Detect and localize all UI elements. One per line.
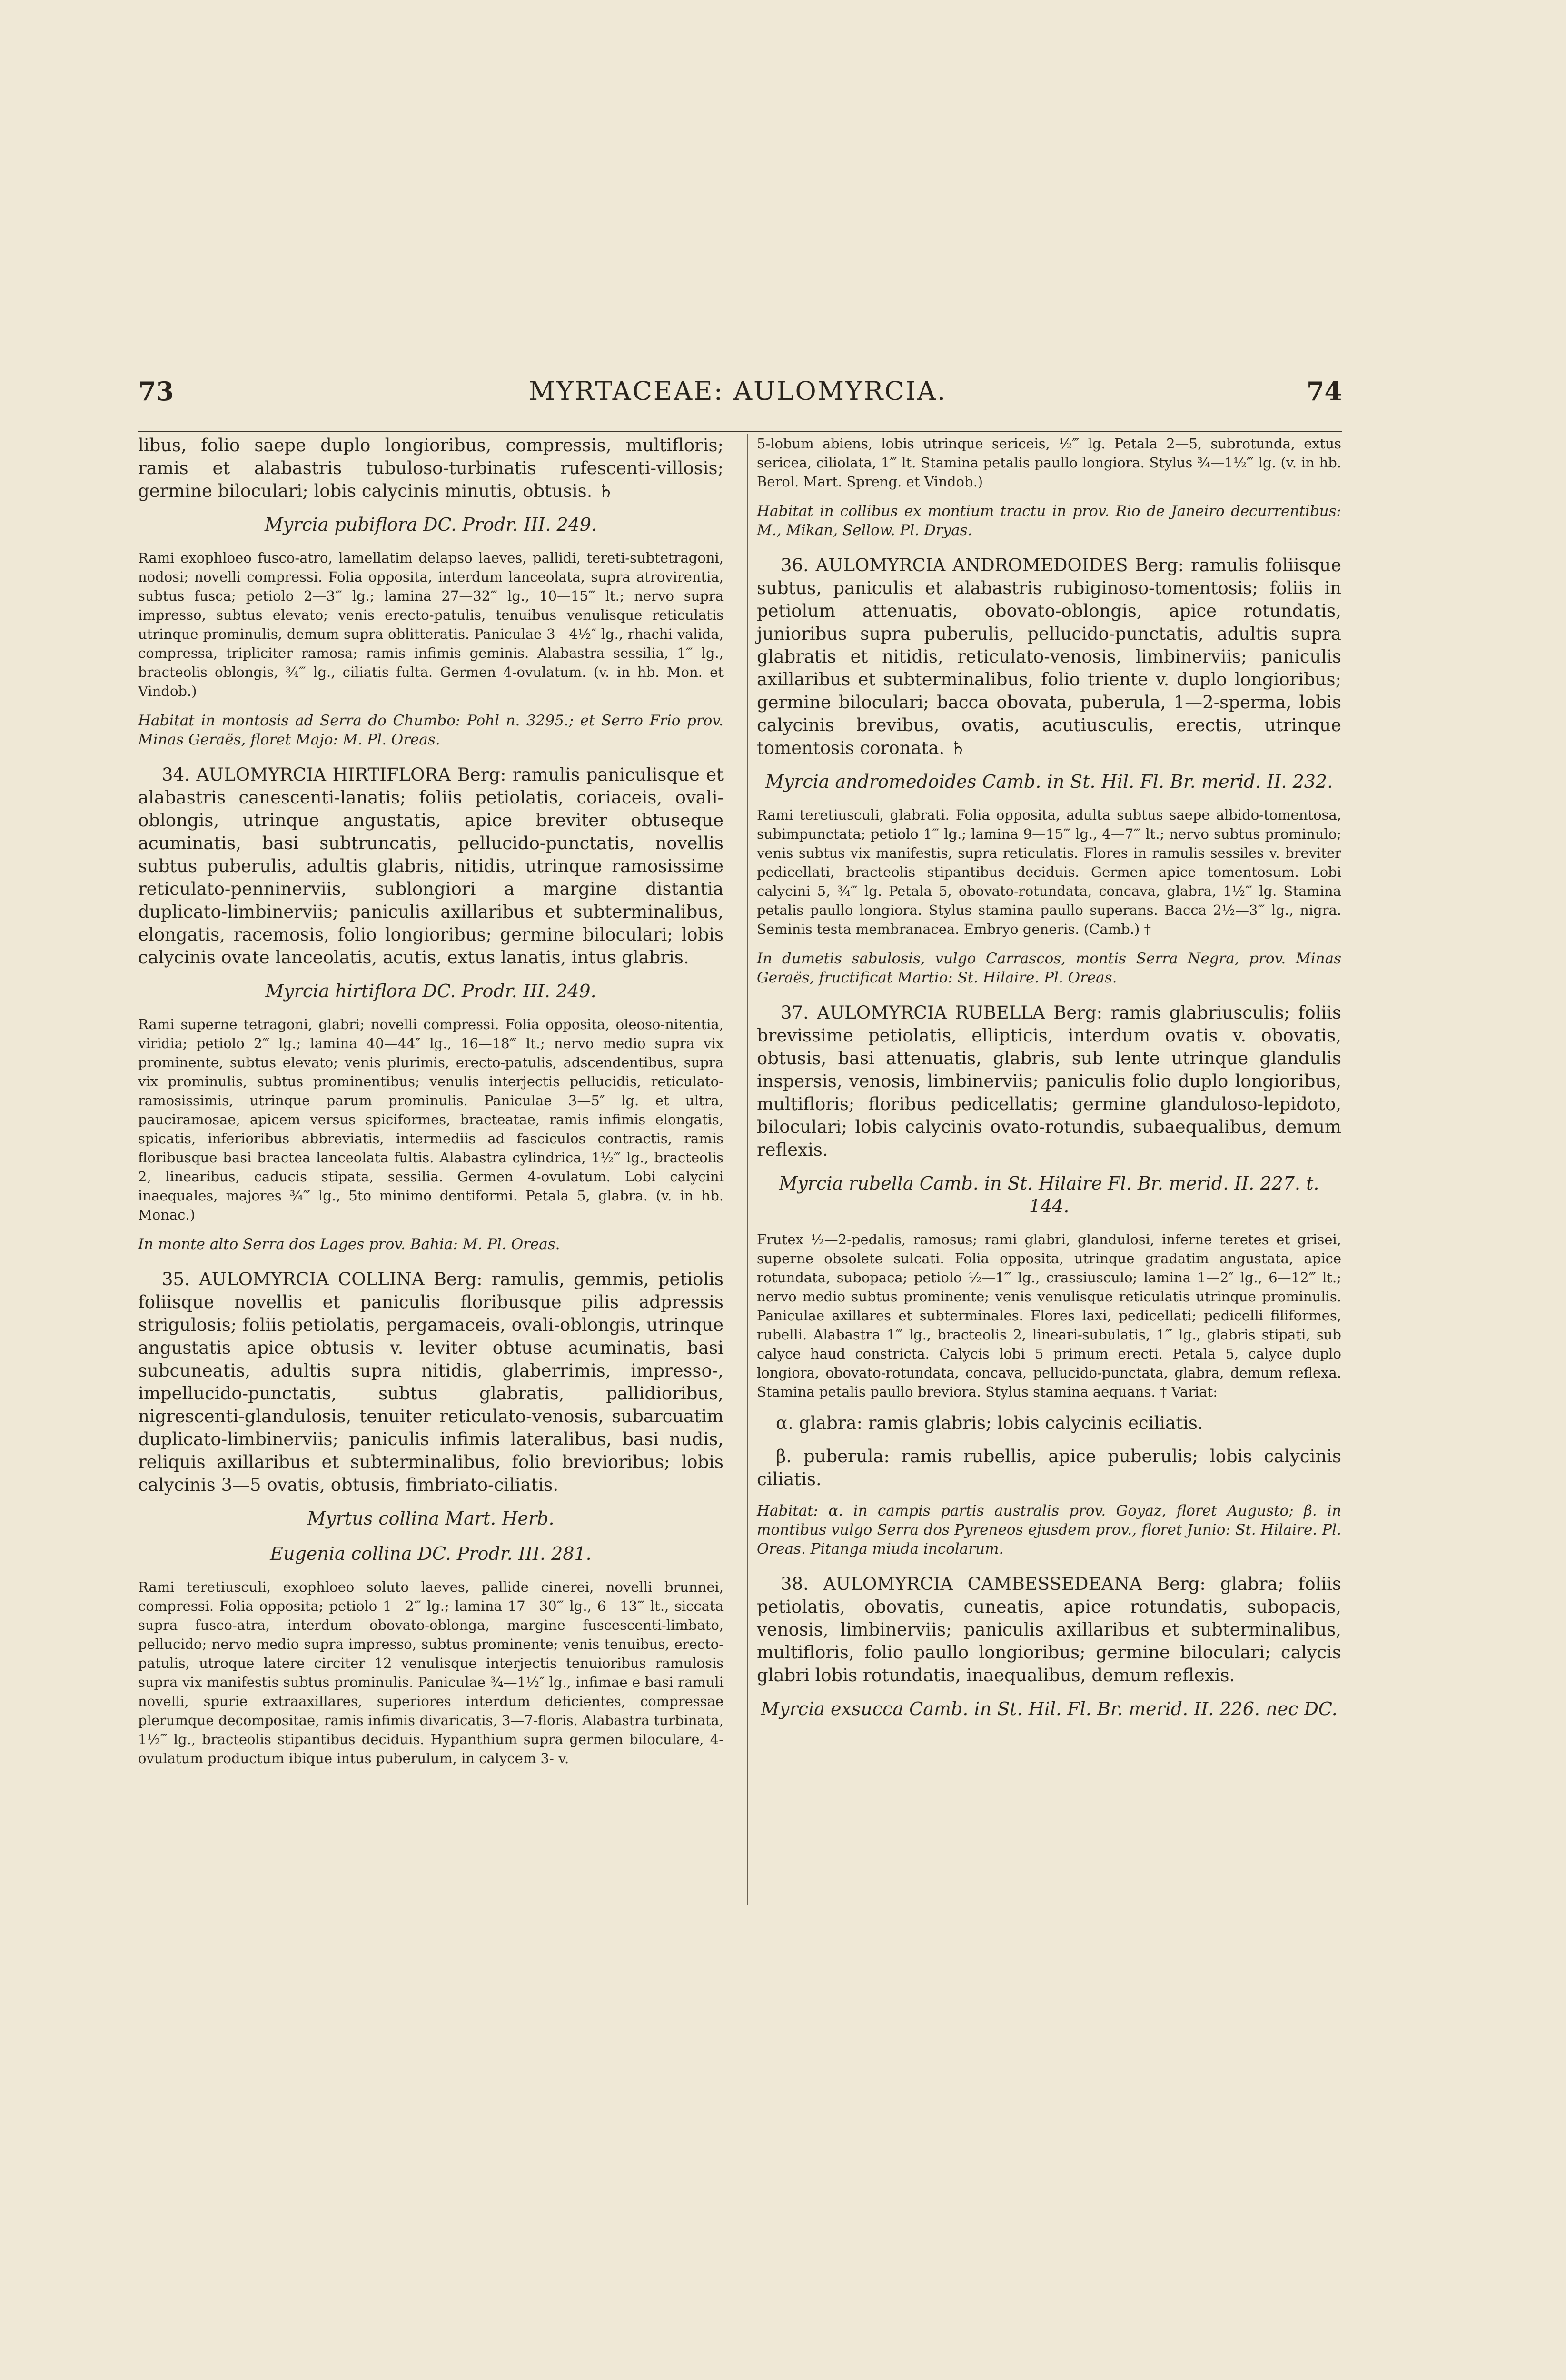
description-paragraph: Rami teretiusculi, glabrati. Folia opposita, adulta subtus saepe albido-tomentosa, subimpunctata; petiolo 1‴ lg.; lamina 9—15‴ lg., 4—7‴ lt.; nervo subtus prominulo; venis subtus vix manifestis, supra reticulatis. Flores in ramulis sessiles v. breviter pedicellati, bracteolis stipantibus deciduis. Germen apice tomentosum. Lobi calycini 5, ¾‴ lg. Petala 5, obovato-rotundata, concava, glabra, 1½‴ lg. Stamina petalis paullo longiora. Stylus stamina paullo superans. Bacca 2½—3‴ lg., nigra. Seminis testa membranacea. Embryo generis. (Camb.) † — [757, 807, 1341, 937]
description-paragraph: Rami exophloeo fusco-atro, lamellatim delapso laeves, pallidi, tereti-subtetragoni, nodosi; novelli compressi. Folia opposita, interdum lanceolata, supra atrovirentia, subtus fusca; petiolo 2—3‴ lg.; lamina 27—32‴ lg., 10—15‴ lt.; nervo supra impresso, subtus elevato; venis erecto-patulis, tenuibus venulisque reticulatis utrinque prominulis, demum supra oblitteratis. Paniculae 3—4½″ lg., rhachi valida, compressa, tripliciter ramosa; ramis infimis geminis. Alabastra sessilia, 1‴ lg., bracteolis oblongis, ¾‴ lg., ciliatis fulta. Germen 4-ovulatum. (v. in hb. Mon. et Vindob.) — [138, 550, 724, 699]
species-entry: 37. AULOMYRCIA RUBELLA Berg: ramis glabriusculis; foliis brevissime petiolatis, ellipticis, interdum ovatis v. obovatis, obtusis, basi attenuatis, glabris, sub lente utrinque glandulis inspersis, venosis, limbinerviis; paniculis folio duplo longioribus, multifloris; floribus pedicellatis; germine glanduloso-lepidoto, biloculari; lobis calycinis ovato-rotundis, subaequalibus, demum reflexis. — [757, 1002, 1341, 1160]
page-number-right: 74 — [1306, 376, 1342, 407]
description-paragraph: Rami superne tetragoni, glabri; novelli compressi. Folia opposita, oleoso-nitentia, viridia; petiolo 2‴ lg.; lamina 40—44″ lg., 16—18‴ lt.; nervo medio supra vix prominente, subtus elevato; venis plurimis, erecto-patulis, adscendentibus, supra vix prominulis, subtus prominentibus; venulis interjectis pellucidis, reticulato-ramosissimis, utrinque parum prominulis. Paniculae 3—5″ lg. et ultra, pauciramosae, apicem versus spiciformes, bracteatae, ramis infimis elongatis, spicatis, inferioribus abbreviatis, intermediis ad fasciculos contractis, ramis floribusque basi bractea lanceolata fultis. Alabastra cylindrica, 1½‴ lg., bracteolis 2, linearibus, caducis stipata, sessilia. Germen 4-ovulatum. Lobi calycini inaequales, majores ¾‴ lg., 5to minimo dentiformi. Petala 5, glabra. (v. in hb. Monac.) — [138, 1016, 724, 1223]
header-rule — [138, 431, 1342, 432]
column-divider — [747, 434, 748, 1905]
description-paragraph: Frutex ½—2-pedalis, ramosus; rami glabri, glandulosi, inferne teretes et grisei, superne obsolete sulcati. Folia opposita, utrinque gradatim angustata, apice rotundata, subopaca; petiolo ½—1‴ lg., crassiusculo; lamina 1—2″ lg., 6—12‴ lt.; nervo medio subtus prominente; venis venulisque reticulatis utrinque prominulis. Paniculae axillares et subterminales. Flores laxi, pedicellati; pedicelli filiformes, rubelli. Alabastra 1‴ lg., bracteolis 2, lineari-subulatis, 1‴ lg., glabris stipati, sub calyce haud constricta. Calycis lobi 5 primum erecti. Petala 5, calyce duplo longiora, obovato-rotundata, concava, pellucido-punctata, glabra, demum reflexa. Stamina petalis paullo breviora. Stylus stamina aequans. † Variat: — [757, 1231, 1341, 1400]
synonym-citation: Myrcia exsucca Camb. in St. Hil. Fl. Br. merid. II. 226. nec DC. — [761, 1698, 1338, 1719]
species-entry: 36. AULOMYRCIA ANDROMEDOIDES Berg: ramulis foliisque subtus, paniculis et alabastris rubiginoso-tomentosis; foliis in petiolum attenuatis, obovato-oblongis, apice rotundatis, junioribus supra puberulis, pellucido-punctatis, adultis supra glabratis et nitidis, reticulato-venosis, limbinerviis; paniculis axillaribus et subterminalibus, folio triente v. duplo longioribus; germine biloculari; bacca obovata, puberula, 1—2-sperma, lobis calycinis brevibus, ovatis, acutiusculis, erectis, utrinque tomentosis coronata. ♄ — [757, 555, 1341, 758]
description-paragraph: Rami teretiusculi, exophloeo soluto laeves, pallide cinerei, novelli brunnei, compressi. Folia opposita; petiolo 1—2‴ lg.; lamina 17—30‴ lg., 6—13‴ lt., siccata supra fusco-atra, interdum obovato-oblonga, margine fuscescenti-limbato, pellucido; nervo medio supra impresso, subtus prominente; venis tenuibus, erecto-patulis, utroque latere circiter 12 venulisque interjectis tenuioribus ramulosis supra vix manifestis subtus prominulis. Paniculae ¾—1½″ lg., infimae e basi ramuli novelli, spurie extraaxillares, superiores interdum deficientes, compressae plerumque decompositae, ramis infimis divaricatis, 3—7-floris. Alabastra turbinata, 1½‴ lg., bracteolis stipantibus deciduis. Hypanthium supra germen biloculare, 4-ovulatum productum ibique intus puberulum, in calycem 3- v. — [138, 1579, 724, 1766]
synonym-citation: Myrcia rubella Camb. in St. Hilaire Fl. Br. merid. II. 227. t. 144. — [779, 1173, 1319, 1217]
synonym-citation: Myrcia andromedoides Camb. in St. Hil. Fl. Br. merid. II. 232. — [765, 771, 1333, 792]
species-entry: 34. AULOMYRCIA HIRTIFLORA Berg: ramulis paniculisque et alabastris canescenti-lanatis; foliis petiolatis, coriaceis, ovali-oblongis, utrinque angustatis, apice breviter obtuseque acuminatis, basi subtruncatis, pellucido-punctatis, novellis subtus puberulis, adultis glabris, nitidis, utrinque ramosissime reticulato-penninerviis, sublongiori a margine distantia duplicato-limbinerviis; paniculis axillaribus et subterminalibus, elongatis, racemosis, folio longioribus; germine biloculari; lobis calycinis ovate lanceolatis, acutis, extus lanatis, intus glabris. — [138, 764, 724, 968]
page-header — [133, 376, 1342, 409]
running-title: MYRTACEAE: AULOMYRCIA. — [528, 376, 947, 406]
paragraph: libus, folio saepe duplo longioribus, compressis, multifloris; ramis et alabastris tubuloso-turbinatis rufescenti-villosis; germine biloculari; lobis calycinis minutis, obtusis. ♄ — [138, 435, 724, 501]
variety-entry: β. puberula: ramis rubellis, apice puberulis; lobis calycinis ciliatis. — [757, 1446, 1341, 1489]
habitat-note: Habitat in collibus ex montium tractu in prov. Rio de Janeiro decurrentibus: M., Mikan, Sellow. Pl. Dryas. — [757, 503, 1341, 539]
synonym-citation: Myrcia pubiflora DC. Prodr. III. 249. — [264, 514, 597, 535]
synonym-citation: Eugenia collina DC. Prodr. III. 281. — [270, 1543, 592, 1564]
species-entry: 38. AULOMYRCIA CAMBESSEDEANA Berg: glabra; foliis petiolatis, obovatis, cuneatis, apice rotundatis, subopacis, venosis, limbinerviis; paniculis axillaribus et subterminalibus, multifloris, folio paullo longioribus; germine biloculari; calycis glabri lobis rotundatis, inaequalibus, demum reflexis. — [757, 1574, 1341, 1686]
habitat-note: In dumetis sabulosis, vulgo Carrascos, montis Serra Negra, prov. Minas Geraës, fructificat Martio: St. Hilaire. Pl. Oreas. — [757, 950, 1341, 986]
left-column — [138, 434, 724, 1778]
variety-entry: α. glabra: ramis glabris; lobis calycinis eciliatis. — [776, 1413, 1203, 1433]
habitat-note: In monte alto Serra dos Lages prov. Bahia: M. Pl. Oreas. — [138, 1236, 560, 1253]
right-column — [757, 434, 1341, 1733]
synonym-citation: Myrtus collina Mart. Herb. — [307, 1508, 555, 1529]
page-number-left: 73 — [138, 376, 174, 407]
synonym-citation: Myrcia hirtiflora DC. Prodr. III. 249. — [265, 981, 596, 1002]
habitat-note: Habitat: α. in campis partis australis prov. Goyaz, floret Augusto; β. in montibus vulgo Serra dos Pyreneos ejusdem prov., floret Junio: St. Hilaire. Pl. Oreas. Pitanga miuda incolarum. — [757, 1502, 1341, 1557]
species-entry: 35. AULOMYRCIA COLLINA Berg: ramulis, gemmis, petiolis foliisque novellis et paniculis floribusque pilis adpressis strigulosis; foliis petiolatis, pergamaceis, ovali-oblongis, utrinque angustatis apice obtusis v. leviter obtuse acuminatis, basi subcuneatis, adultis supra nitidis, glaberrimis, impresso-, impellucido-punctatis, subtus glabratis, pallidioribus, nigrescenti-glandulosis, tenuiter reticulato-venosis, subarcuatim duplicato-limbinerviis; paniculis infimis lateralibus, basi nudis, reliquis axillaribus et subterminalibus, folio brevioribus; lobis calycinis 3—5 ovatis, obtusis, fimbriato-ciliatis. — [138, 1269, 724, 1495]
description-paragraph: 5-lobum abiens, lobis utrinque sericeis, ½‴ lg. Petala 2—5, subrotunda, extus sericea, ciliolata, 1‴ lt. Stamina petalis paullo longiora. Stylus ¾—1½‴ lg. (v. in hb. Berol. Mart. Spreng. et Vindob.) — [757, 436, 1341, 490]
habitat-note: Habitat in montosis ad Serra do Chumbo: Pohl n. 3295.; et Serro Frio prov. Minas Geraës, floret Majo: M. Pl. Oreas. — [138, 712, 724, 748]
